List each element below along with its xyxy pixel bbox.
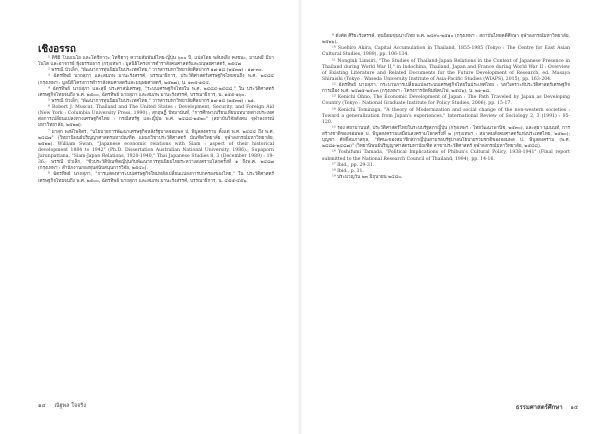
footnote: ¹⁴ Kenichi Tominaga, "A theory of Modernization and social change of the non-western societies : Toward a generalization from Japan's experiences," International Review of Sociology 2, 3 (1991) : 95-120. [322, 107, 570, 125]
footnote: ¹⁸ Ibid., p. 31. [332, 168, 364, 174]
footnote: ¹⁵ รอง ศยามานนท์, ประวัติศาสตร์ไทยในระบบรัฐสภาญี่ปุ่น (กรุงเทพฯ : ไทยวัฒนาพานิช, ๒๕๓๐), และสุธา นุมนนท์, การสร้างชาติของจอมพล ป. พิบูลสงครามเสมือนสงครามโลกครั้งที่ ๒ (กรุงเทพฯ : สมาคมสังคมศาสตร์แห่งประเทศไทย, ๒๕๒๐); บุญชา ศักดิ์สมภาสกุล, "ทัศนะของสมาชิกสภาญี่ปุ่นสามรอบรัฐบาลนโยบายรวมชาติของจอมพล ป. พิบูลสงคราม (พ.ศ. ๒๔๘๑-๒๔๘๗)" (วิทยานิพนธ์ปริญญาศาสตรมหาบัณฑิต สาขาประวัติศาสตร์ จุฬาลงกรณ์มหาวิทยาลัย, ๒๕๔๘). [322, 125, 570, 150]
footnote: ¹¹ Nongluk Limsiri, "The Studies of Thailand-Japan Relations in the Context of Japanese Presence in Thailand during World War II," in Indochina, Thailand, Japan and France during World War II : Overview of Existing Literature and Related Documents for the Future Development of Research, ed. Masaya Shiraishi (Tokyo : Waseda University Institute of Asia-Pacific Studies (WIAPS), 2015), pp. 163-204. [322, 58, 570, 82]
footnote: ⁹ ดังคัด ศิริยะรังสรรค์, ทุนนิยมขุนนางไทย พ.ศ. ๒๔๙๐-๒๕๑๐ (กรุงเทพฯ : สถาบันไทยคดีศึกษา จุฬาลงกรณ์มหาวิทยาลัย, ๒๕๒๖). [322, 34, 570, 46]
footnotes-heading: เชิงอรรถ [38, 44, 76, 55]
footnote: ² พรรณี บัวเล็ก, "พัฒนาการทุนนิยมในประเทศไทย," วารสารมหาวิทยาลัยศิลปากร ๑๗-๑๘ (๒๕๓๗) : ๑๗-๓๐. [48, 68, 264, 74]
footnote: ¹⁹ ประมวญวัน ๒๓ มิถุนายน ๒๔๘๐. [332, 174, 403, 180]
footnote: ⁵ พรรณี บัวเล็ก, "พัฒนาการทุนนิยมในประเทศไทย," วารสารมหาวิทยาลัยศิลปากร ๑๗-๑๘ (๒๕๓๗) : ๒๑. [48, 98, 256, 104]
footnote: ⁷ ผาสุก พงษ์ไพจิตร, "นโยบายการพัฒนาเศรษฐกิจหลังรัฐบาลจอมพล ป. พิบูลสงคราม ตั้งแต่ พ.ศ. ๒๔๘๔ ถึง พ.ศ. ๒๔๘๗" (วิทยานิพนธ์ปริญญาศาสตรมหาบัณฑิต แผนกวิชาประวัติศาสตร์ บัณฑิตวิทยาลัย จุฬาลงกรณ์มหาวิทยาลัย, ๒๕๒๒). William Swan, "Japanese economic relations with Siam : aspect of their historical development 1884 to 1942" (Ph.D. Dissertation Australian National University, 1986).; Supaporn Jarunpattana, "Siam-Japan Relations, 1920-1940," Thai Japanese Studies 8, 3 (December 1989) : 19-36.; พรรณี บัวเล็ก, "ชีวประวัติบัณฑิตญี่ปุ่นกับพัฒนาการทุนนิยมไทยระหว่างสงครามโลกครั้งที่ ๑ ถึงพ.ศ. ๒๔๘๗ (กรุงเทพฯ : สำนักงานกองทุนสนับสนุนการวิจัย, ๒๕๔๐). [38, 129, 274, 172]
footnote: ¹² ฉัตรทิพย์ นาถสุภา, กระบวนการเปลี่ยนแปลงระบบเศรษฐกิจไทยในประเทศไทย : บทวิเคราะห์ประวัติศาสตร์เศรษฐกิจการเมือง พ.ศ. ๒๔๗๕-๒๕๐๓ (กรุงเทพฯ : โครงการจัดพิมพ์คบไฟ, ๒๕๔๖), น. ๒๑-๒๘. [322, 83, 570, 95]
footnote: ¹ ดิชิยิ โนมเนโอ และโตชิกาวะ โทชิฮาวุ ความสัมพันธ์ไทย-ญี่ปุ่น ๖๐๐ ปี, แปลโดย พลับพลึง คงชนะ, มานพยี มีบาโนโต และอาจารย์ ฟุ้งธรรมธาร (กรุงเทพฯ : มูลนิธิโครงการตำราสังคมศาสตร์และมนุษยศาสตร์, ๒๕๔๗ [38, 56, 274, 68]
left-footnotes [38, 56, 274, 185]
right-footer [516, 402, 578, 412]
author-name: ณัฐพล ใจจริง [54, 403, 87, 409]
footnote: ¹⁶ Yoshifumi Tamada, "Political Implications of Phibun's Cultural Policy, 1938-1941" (Final report submitted to the National Research Council of Thailand, 1994), pp. 14-16. [322, 150, 570, 162]
footnote: ¹⁷ Ibid., pp. 29-31. [332, 162, 375, 168]
right-footnotes [322, 34, 570, 181]
footnote: ¹³ Kenichi Ohno, The Economic Development of Japan : The Path Traveled by Japan as Developing Country (Tokyo : National Graduate Institute for Policy Studies, 2006), pp. 15-17. [322, 95, 570, 107]
left-footer [38, 402, 93, 410]
right-page-number: ๑๕ [570, 405, 578, 411]
footnote: ⁴ ฉัตรทิพย์ นาถสุภา และสุธี ประศาสน์เศรษฐ, "ระบบเศรษฐกิจไทยใน พ.ศ. ๒๔๘๔-๒๔๘๘," ใน ประวัติศาสตร์เศรษฐกิจไทยจนถึง พ.ศ. ๒๕๐๐, ฉัตรทิพย์ นาถสุภา และสมภพ มานะรังสรรค์, บรรณาธิการ, น. ๑๕๕-๑๖๐. [38, 86, 274, 98]
right-page [300, 0, 600, 434]
footnote: ⁶ Robert J. Muscat, Thailand and The United States : Development, Security, and Foreign Aid (New York : Columbia University Press, 1990).; สุกฤษฏิ์ ปัทมานันท์, "การศึกษาเปรียบเทียบบทบาทต่างประเทศต่อการเปลี่ยนแปลงทางเศรษฐกิจไทย : กรณีสหรัฐ และญี่ปุ่น พ.ศ. ๒๔๘๘-๒๕๒๐" (สถาบันวิจัยสังคม จุฬาลงกรณ์มหาวิทยาลัย, ๒๕๒๗). [38, 105, 274, 129]
footnote: ³ ฉัตรทิพย์ นาถสุภา และสมภพ มานะรังสรรค์, บรรณาธิการ, ประวัติศาสตร์เศรษฐกิจไทยจนถึง พ.ศ. ๒๔๘๔ (กรุงเทพฯ : มูลนิธิโครงการตำราสังคมศาสตร์และมนุษยศาสตร์, ๒๕๒๗), น. ๑๓๕-๑๔๔. [38, 74, 274, 86]
footnote: ⁸ ฉัตรทิพย์ นาถสุภา, "การแสดงหาระบบเศรษฐกิจใหม่หลังเปลี่ยนแปลงการปกครองของไทย," ใน ประวัติศาสตร์เศรษฐกิจไทยจนถึง พ.ศ. ๒๕๐๐, ฉัตรทิพย์ นาถสุภา และสมภพ มานะรังสรรค์, บรรณาธิการ, น. ๔๕๕-๔๕๖. [38, 172, 274, 184]
footnote: ¹⁰ Suehiro Akira, Capital Accumulation in Thailand, 1855-1985 (Tokyo : The Centre for East Asian Cultural Studies, 1989), pp. 106-134. [322, 46, 570, 58]
journal-title: ธรรมศาสตร์ศึกษา [515, 404, 563, 411]
left-page-number: ๑๔ [38, 403, 46, 409]
